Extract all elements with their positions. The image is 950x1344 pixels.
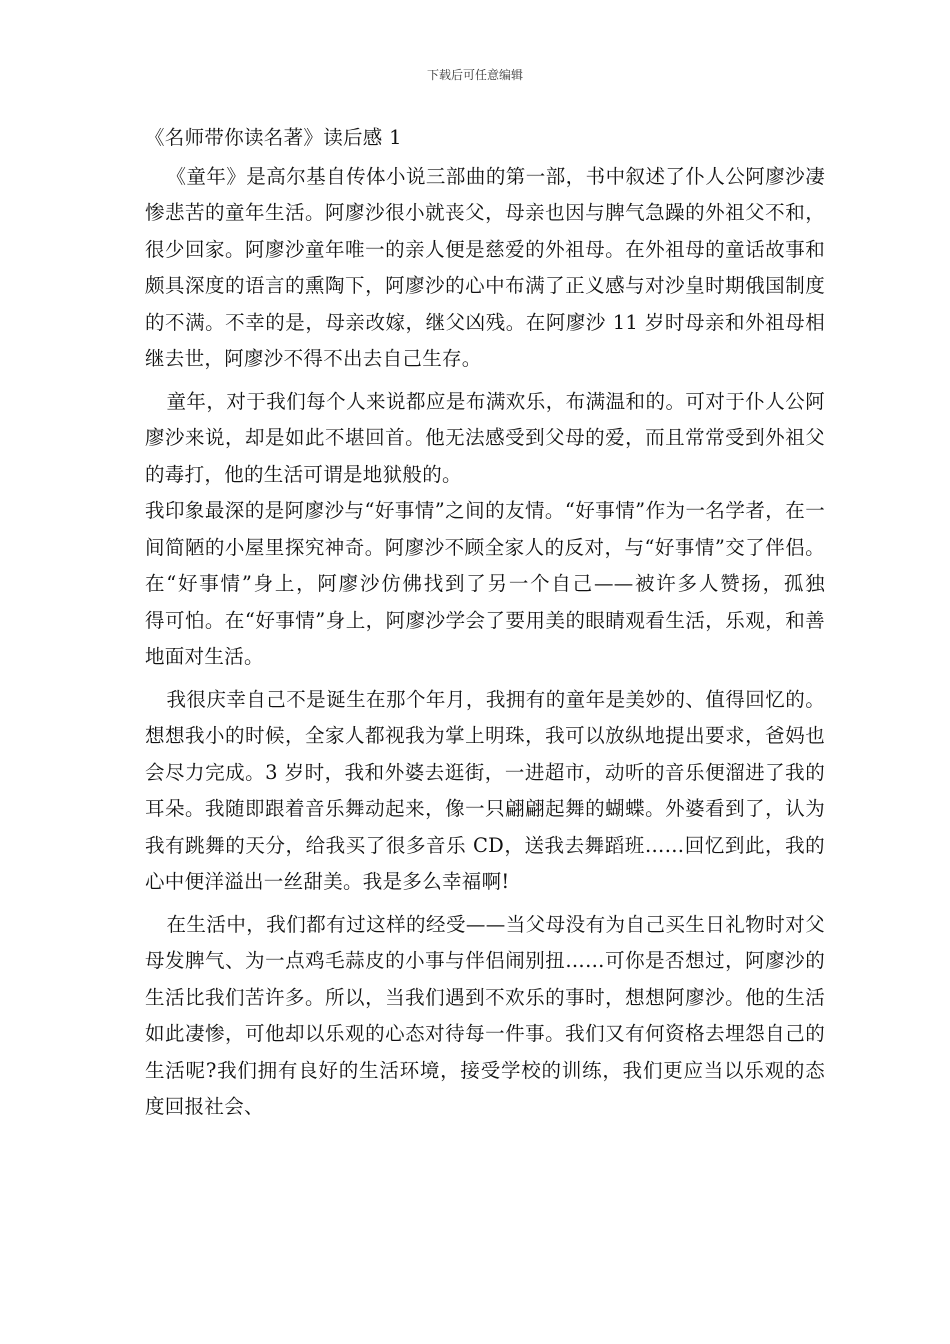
paragraph-2: 童年，对于我们每个人来说都应是布满欢乐，布满温和的。可对于仆人公阿廖沙来说，却是如此不堪回首。他无法感受到父母的爱，而且常常受到外祖父的毒打，他的生活可谓是地狱般的。 — [145, 389, 825, 486]
document-title: 《名师带你读名著》读后感 1 — [145, 126, 402, 149]
document-body — [145, 120, 852, 1132]
paragraph-1: 《童年》是高尔基自传体小说三部曲的第一部，书中叙述了仆人公阿廖沙凄惨悲苦的童年生活。阿廖沙很小就丧父，母亲也因与脾气急躁的外祖父不和，很少回家。阿廖沙童年唯一的亲人便是慈爱的外祖母。在外祖母的童话故事和颇具深度的语言的熏陶下，阿廖沙的心中布满了正义感与对沙皇时期俄国制度的不满。不幸的是，母亲改嫁，继父凶残。在阿廖沙 11 岁时母亲和外祖母相继去世，阿廖沙不得不出去自己生存。 — [145, 164, 825, 370]
page-header: 下载后可任意编辑 — [426, 68, 523, 82]
paragraph-5: 在生活中，我们都有过这样的经受——当父母没有为自己买生日礼物时对父母发脾气、为一点鸡毛蒜皮的小事与伴侣闹别扭……可你是否想过，阿廖沙的生活比我们苦许多。所以，当我们遇到不欢乐的事时，想想阿廖沙。他的生活如此凄惨，可他却以乐观的心态对待每一件事。我们又有何资格去埋怨自己的生活呢?我们拥有良好的生活环境，接受学校的训练，我们更应当以乐观的态度回报社会、 — [145, 912, 825, 1118]
paragraph-4: 我很庆幸自己不是诞生在那个年月，我拥有的童年是美妙的、值得回忆的。想想我小的时候，全家人都视我为掌上明珠，我可以放纵地提出要求，爸妈也会尽力完成。3 岁时，我和外婆去逛街，一进超市，动听的音乐便溜进了我的耳朵。我随即跟着音乐舞动起来，像一只翩翩起舞的蝴蝶。外婆看到了，认为我有跳舞的天分，给我买了很多音乐 CD，送我去舞蹈班……回忆到此，我的心中便洋溢出一丝甜美。我是多么幸福啊! — [145, 687, 825, 893]
paragraph-3: 我印象最深的是阿廖沙与“好事情”之间的友情。“好事情”作为一名学者，在一间简陋的小屋里探究神奇。阿廖沙不顾全家人的反对，与“好事情”交了伴侣。在“好事情”身上，阿廖沙仿佛找到了另一个自己——被许多人赞扬，孤独 得可怕。在“好事情”身上，阿廖沙学会了要用美的眼睛观看生活，乐观，和善地面对生活。 — [145, 499, 852, 668]
